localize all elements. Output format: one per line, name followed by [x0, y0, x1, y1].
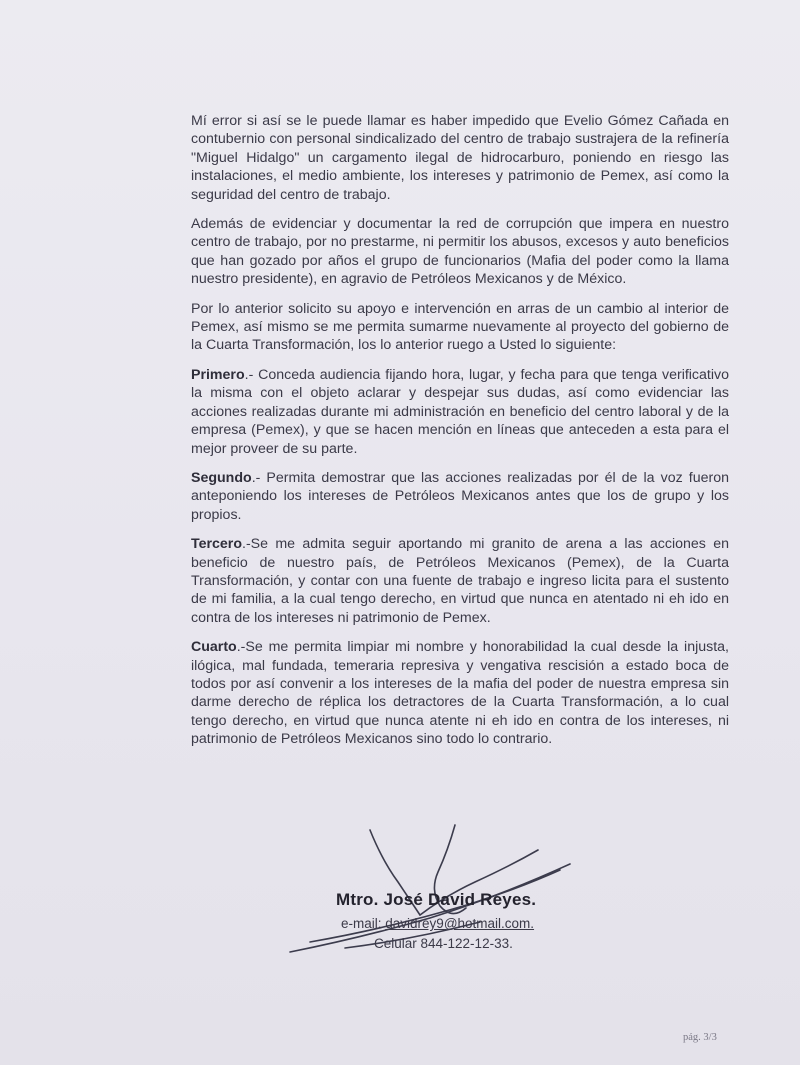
paragraph-text: .-Se me permita limpiar mi nombre y honorabilidad la cual desde la injusta, ilógica, mal fundada, temeraria represiva y vengativa rescisión a estado boca de todos por así convenir a los intereses de la mafia del poder de nuestra empresa sin darme derecho de réplica los detractores de la Cuarta Transformación, a lo cual tengo derecho, en virtud que nunca atente ni eh ido en contra de los intereses, ni patrimonio de Petróleos Mexicanos sino todo lo contrario. — [191, 639, 729, 748]
signer-name: Mtro. José David Reyes. — [336, 890, 537, 909]
paragraph-corruption — [191, 215, 729, 289]
paragraph-label: Primero — [191, 366, 245, 383]
paragraph-label: Tercero — [191, 536, 242, 553]
paragraph-label: Cuarto — [191, 639, 237, 656]
signer-phone: Celular 844-122-12-33. — [374, 936, 513, 951]
email-label: e-mail: — [341, 916, 382, 931]
signer-email — [341, 916, 534, 931]
page-number: pág. 3/3 — [683, 1032, 717, 1043]
paragraph-intro-error — [191, 112, 729, 204]
paragraph-primero — [191, 366, 729, 458]
paragraph-text: Por lo anterior solicito su apoyo e intervención en arras de un cambio al interior de Pemex, así mismo se me permita sumarme nuevamente al proyecto del gobierno de la Cuarta Transformación, los lo anterior ruego a Usted lo siguiente: — [191, 300, 729, 354]
paragraph-text: .- Permita demostrar que las acciones realizadas por él de la voz fueron anteponiendo los intereses de Petróleos Mexicanos antes que los de grupo y los propios. — [191, 469, 729, 523]
paragraph-text: Además de evidenciar y documentar la red de corrupción que impera en nuestro centro de trabajo, por no prestarme, ni permitir los abusos, excesos y auto beneficios que han gozado por años el grupo de funcionarios (Mafia del poder como la llama nuestro presidente), en agravio de Petróleos Mexicanos y de México. — [191, 216, 729, 288]
paragraph-text: Mí error si así se le puede llamar es haber impedido que Evelio Gómez Cañada en contubernio con personal sindicalizado del centro de trabajo sustrajera de la refinería "Miguel Hidalgo" un cargamento ilegal de hidrocarburo, poniendo en riesgo las instalaciones, el medio ambiente, los intereses y patrimonio de Pemex, así como la seguridad del centro de trabajo. — [191, 113, 729, 203]
letter-body — [191, 112, 729, 760]
paragraph-label: Segundo — [191, 469, 252, 486]
paragraph-request — [191, 300, 729, 355]
paragraph-segundo — [191, 469, 729, 524]
paragraph-tercero — [191, 535, 729, 627]
paragraph-text: .-Se me admita seguir aportando mi granito de arena a las acciones en beneficio de nuestro país, de Petróleos Mexicanos (Pemex), de la Cuarta Transformación, y contar con una fuente de trabajo e ingreso licita para el sustento de mi familia, a la cual tengo derecho, en virtud que nunca en atentado ni eh ido en contra de los intereses ni patrimonio de Pemex. — [191, 536, 729, 626]
paragraph-cuarto — [191, 638, 729, 748]
paragraph-text: .- Conceda audiencia fijando hora, lugar, y fecha para que tenga verificativo la misma con el objeto aclarar y despejar sus dudas, así como evidenciar las acciones realizadas durante mi administración en beneficio del centro laboral y de la empresa (Pemex), y que se hacen mención en líneas que anteceden a esta para el mejor proveer de su parte. — [191, 366, 729, 457]
email-address[interactable]: davidrey9@hotmail.com. — [385, 916, 535, 931]
